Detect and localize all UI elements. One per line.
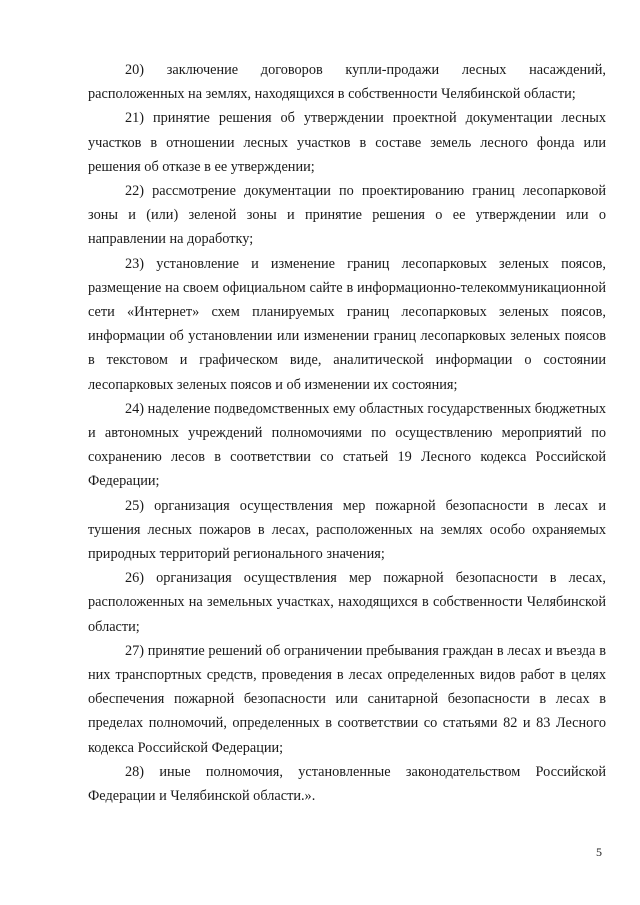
document-body — [88, 58, 606, 808]
paragraph-item-27: 27) принятие решений об ограничении пребывания граждан в лесах и въезда в них транспортных средств, проведения в лесах определенных видов работ в целях обеспечения пожарной безопасности или санитарной безопасности в лесах в пределах полномочий, определенных в соответствии со статьями 82 и 83 Лесного кодекса Российской Федерации; — [88, 642, 606, 756]
paragraph-item-24: 24) наделение подведомственных ему областных государственных бюджетных и автономных учреждений полномочиями по осуществлению мероприятий по сохранению лесов в соответствии со статьей 19 Лесного кодекса Российской Федерации; — [88, 400, 606, 490]
paragraph-item-22: 22) рассмотрение документации по проектированию границ лесопарковой зоны и (или) зеленой зоны и принятие решения о ее утверждении или о направлении на доработку; — [88, 183, 606, 248]
paragraph-item-23: 23) установление и изменение границ лесопарковых зеленых поясов, размещение на своем официальном сайте в информационно-телекоммуникационной сети «Интернет» схем планируемых границ лесопарковых зеленых поясов, информации об установлении или изменении границ лесопарковых зеленых поясов в текстовом и графическом виде, аналитической информации о состоянии лесопарковых зеленых поясов и об изменении их состояния; — [88, 255, 606, 393]
page-number: 5 — [596, 845, 602, 859]
paragraph-item-20: 20) заключение договоров купли-продажи лесных насаждений, расположенных на землях, находящихся в собственности Челябинской области; — [88, 62, 606, 103]
paragraph-item-21: 21) принятие решения об утверждении проектной документации лесных участков в отношении лесных участков в составе земель лесного фонда или решения об отказе в ее утверждении; — [88, 110, 606, 175]
paragraph-item-26: 26) организация осуществления мер пожарной безопасности в лесах, расположенных на земельных участках, находящихся в собственности Челябинской области; — [88, 570, 606, 635]
paragraph-item-25: 25) организация осуществления мер пожарной безопасности в лесах и тушения лесных пожаров в лесах, расположенных на землях особо охраняемых природных территорий регионального значения; — [88, 497, 606, 563]
paragraph-item-28: 28) иные полномочия, установленные законодательством Российской Федерации и Челябинской области.». — [88, 763, 606, 805]
